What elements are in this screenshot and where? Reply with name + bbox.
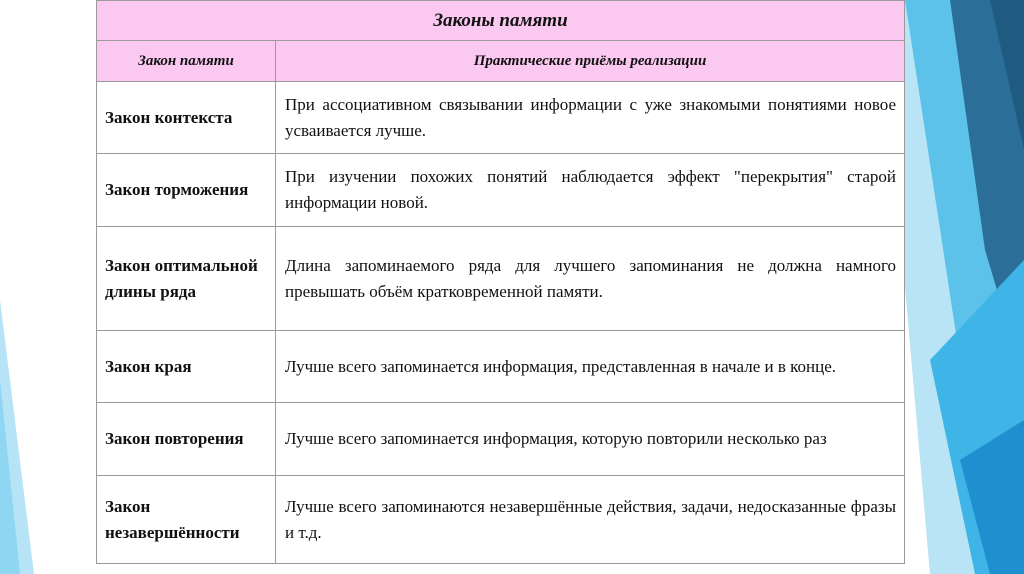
law-description: Лучше всего запоминается информация, представленная в начале и в конце. xyxy=(276,331,905,403)
table-title-row xyxy=(97,1,905,41)
law-description: При ассоциативном связывании информации с уже знакомыми понятиями новое усваивается лучше. xyxy=(276,82,905,154)
law-description: Лучше всего запоминаются незавершённые действия, задачи, недосказанные фразы и т.д. xyxy=(276,476,905,564)
table-row xyxy=(97,154,905,227)
memory-laws-table xyxy=(96,0,905,564)
law-description: При изучении похожих понятий наблюдается эффект "перекрытия" старой информации новой. xyxy=(276,154,905,227)
table-row xyxy=(97,331,905,403)
table-header-row xyxy=(97,41,905,82)
law-name: Закон повторения xyxy=(97,403,276,476)
law-description: Лучше всего запоминается информация, которую повторили несколько раз xyxy=(276,403,905,476)
table-row xyxy=(97,82,905,154)
table-row xyxy=(97,403,905,476)
law-name: Закон края xyxy=(97,331,276,403)
law-name: Закон незавершённости xyxy=(97,476,276,564)
table-row xyxy=(97,227,905,331)
law-description: Длина запоминаемого ряда для лучшего запоминания не должна намного превышать объём кратковременной памяти. xyxy=(276,227,905,331)
law-name: Закон оптимальной длины ряда xyxy=(97,227,276,331)
law-name: Закон торможения xyxy=(97,154,276,227)
column-header-law: Закон памяти xyxy=(97,41,276,82)
table-title: Законы памяти xyxy=(97,1,905,41)
table-row xyxy=(97,476,905,564)
law-name: Закон контекста xyxy=(97,82,276,154)
column-header-practice: Практические приёмы реализации xyxy=(276,41,905,82)
